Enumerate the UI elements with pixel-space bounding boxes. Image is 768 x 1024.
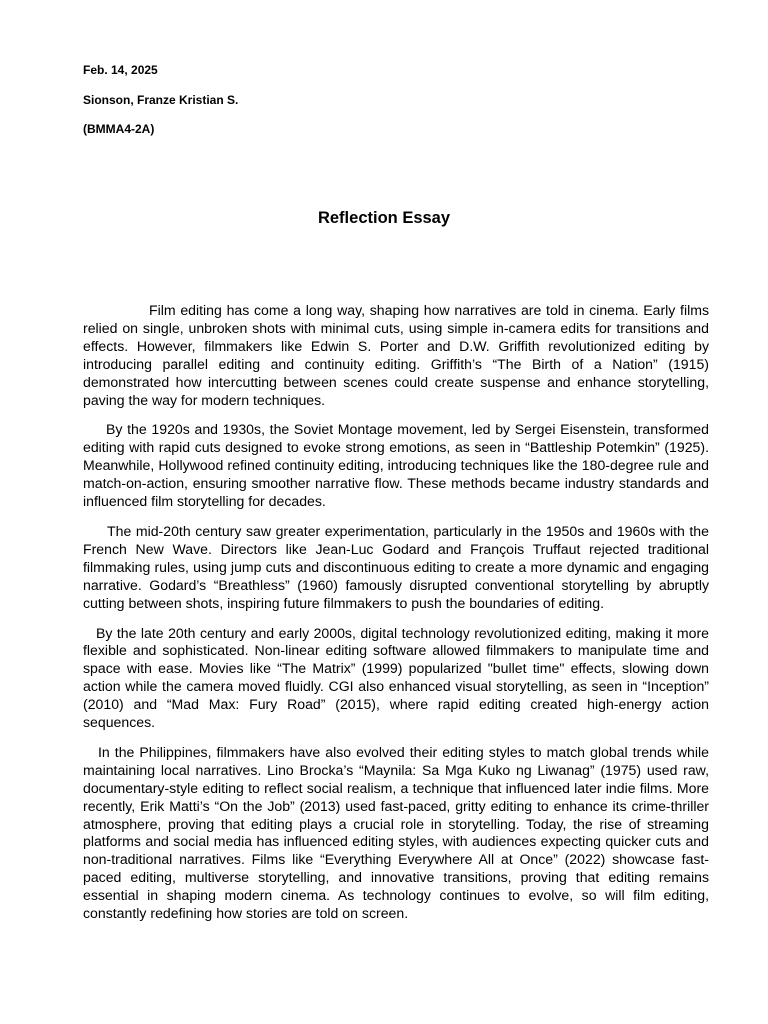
author-name: Sionson, Franze Kristian S. [83, 93, 239, 107]
essay-body [83, 302, 709, 935]
essay-paragraph-2: By the 1920s and 1930s, the Soviet Montage movement, led by Sergei Eisenstein, transformed editing with rapid cuts designed to evoke strong emotions, as seen in “Battleship Potemkin” (1925). Meanwhile, Hollywood refined continuity editing, introducing techniques like the 180-degree rule and match-on-action, ensuring smoother narrative flow. These methods became industry standards and influenced film storytelling for decades. [83, 421, 709, 510]
essay-paragraph-3: The mid-20th century saw greater experimentation, particularly in the 1950s and 1960s with the French New Wave. Directors like Jean-Luc Godard and François Truffaut rejected traditional filmmaking rules, using jump cuts and discontinuous editing to create a more dynamic and engaging narrative. Godard’s “Breathless” (1960) famously disrupted conventional storytelling by abruptly cutting between shots, inspiring future filmmakers to push the boundaries of editing. [83, 522, 709, 611]
essay-date: Feb. 14, 2025 [83, 63, 158, 77]
essay-paragraph-5: In the Philippines, filmmakers have also evolved their editing styles to match global trends while maintaining local narratives. Lino Brocka’s “Maynila: Sa Mga Kuko ng Liwanag” (1975) used raw, documentary-style editing to reflect social realism, a technique that influenced later indie films. More recently, Erik Matti’s “On the Job” (2013) used fast-paced, gritty editing to enhance its crime-thriller atmosphere, proving that editing plays a crucial role in storytelling. Today, the rise of streaming platforms and social media has influenced editing styles, with audiences expecting quicker cuts and non-traditional narratives. Films like “Everything Everywhere All at Once” (2022) showcase fast-paced editing, multiverse storytelling, and innovative transitions, proving that editing remains essential in shaping modern cinema. As technology continues to evolve, so will film editing, constantly redefining how stories are told on screen. [83, 743, 709, 922]
essay-paragraph-1: Film editing has come a long way, shaping how narratives are told in cinema. Early films relied on single, unbroken shots with minimal cuts, using simple in-camera edits for transitions and effects. However, filmmakers like Edwin S. Porter and D.W. Griffith revolutionized editing by introducing parallel editing and continuity editing. Griffith’s “The Birth of a Nation” (1915) demonstrated how intercutting between scenes could create suspense and enhance storytelling, paving the way for modern techniques. [83, 302, 709, 408]
class-section: (BMMA4-2A) [83, 122, 155, 136]
essay-paragraph-4: By the late 20th century and early 2000s, digital technology revolutionized editing, making it more flexible and sophisticated. Non-linear editing software allowed filmmakers to manipulate time and space with ease. Movies like “The Matrix” (1999) popularized "bullet time" effects, slowing down action while the camera moved fluidly. CGI also enhanced visual storytelling, as seen in “Inception” (2010) and “Mad Max: Fury Road” (2015), where rapid editing created high-energy action sequences. [83, 624, 709, 731]
essay-title: Reflection Essay [317, 209, 451, 227]
